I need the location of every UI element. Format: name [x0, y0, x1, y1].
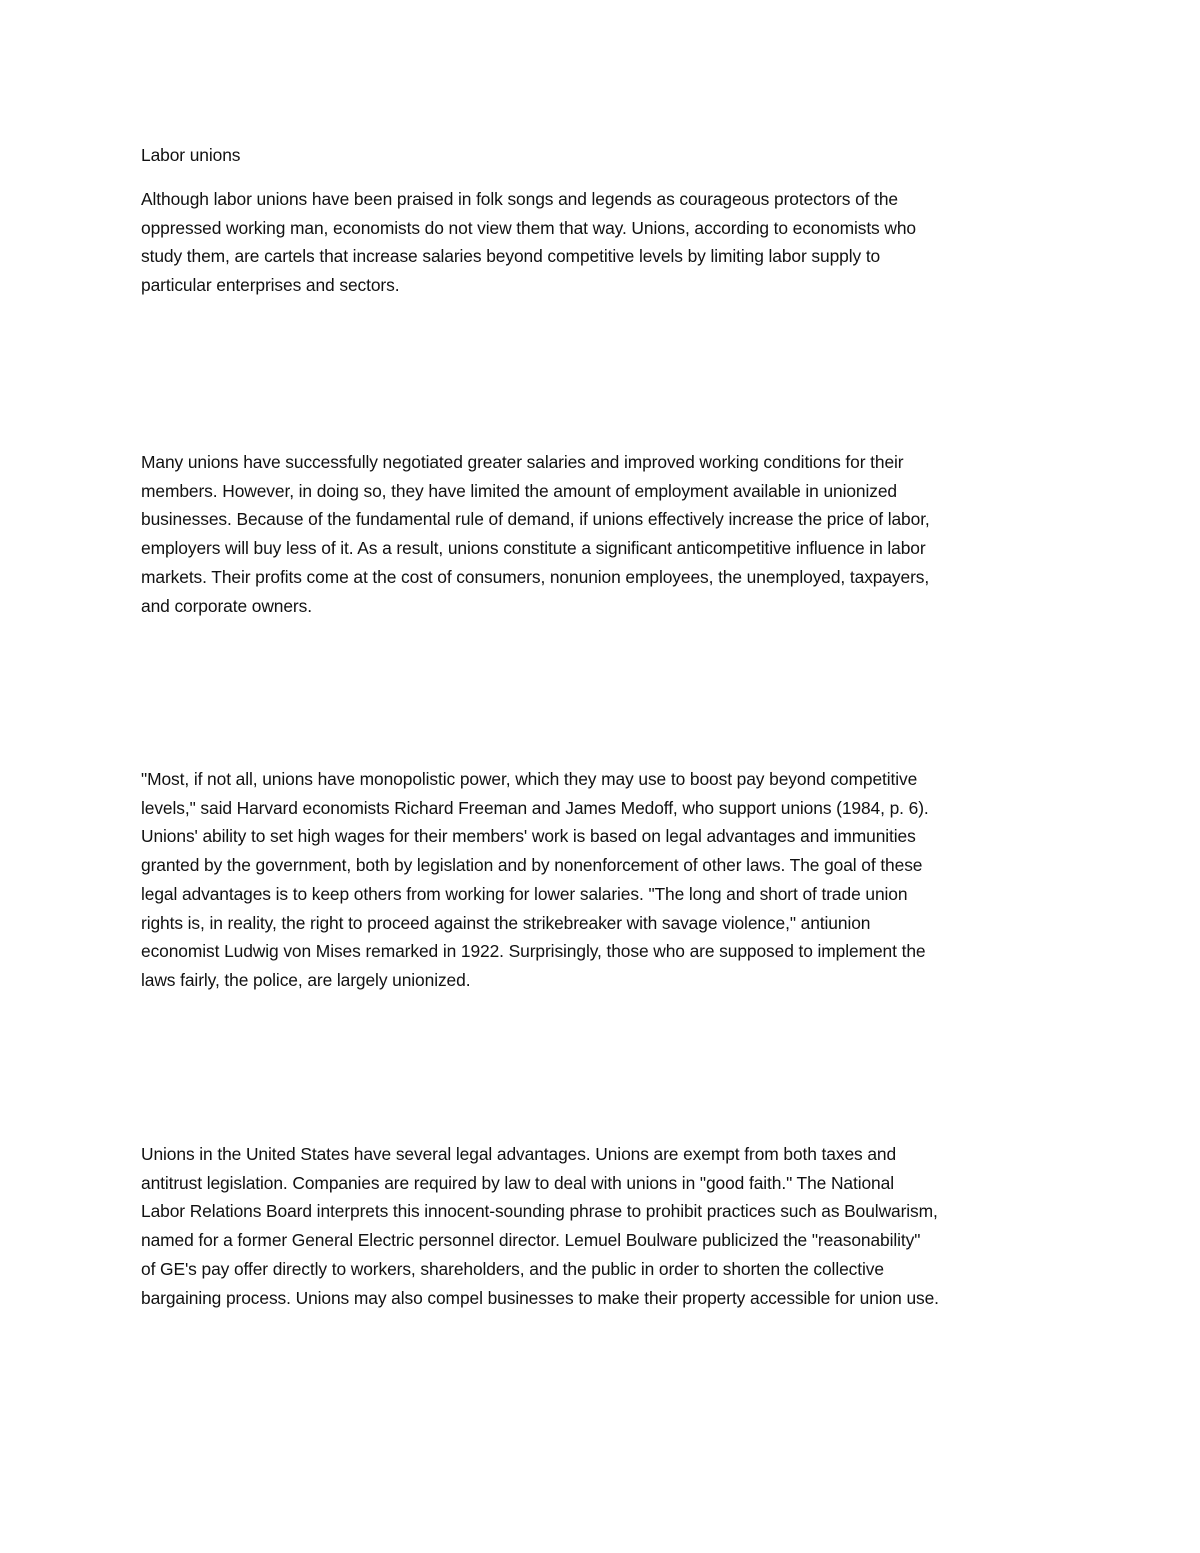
paragraph-line: particular enterprises and sectors. — [141, 275, 400, 296]
paragraph-line: markets. Their profits come at the cost of consumers, nonunion employees, the unemployed, taxpayers, — [141, 566, 930, 587]
paragraph-line: economist Ludwig von Mises remarked in 1922. Surprisingly, those who are supposed to implement the — [141, 941, 926, 962]
paragraph-line: Labor Relations Board interprets this innocent-sounding phrase to prohibit practices such as Boulwarism, — [141, 1201, 938, 1222]
paragraph-line: study them, are cartels that increase salaries beyond competitive levels by limiting labor supply to — [141, 246, 881, 267]
paragraph-line: legal advantages is to keep others from working for lower salaries. "The long and short of trade union — [141, 883, 908, 904]
paragraph-line: Unions' ability to set high wages for their members' work is based on legal advantages and immunities — [141, 826, 916, 847]
paragraph-3 — [141, 765, 1059, 995]
paragraph-line: employers will buy less of it. As a result, unions constitute a significant anticompetitive influence in labor — [141, 538, 926, 559]
paragraph-2 — [141, 448, 1059, 620]
paragraph-1 — [141, 185, 1059, 300]
document-title — [141, 141, 1059, 170]
paragraph-line: oppressed working man, economists do not view them that way. Unions, according to economists who — [141, 217, 916, 238]
paragraph-line: Although labor unions have been praised in folk songs and legends as courageous protectors of the — [141, 189, 898, 209]
paragraph-line: and corporate owners. — [141, 595, 312, 616]
paragraph-line: members. However, in doing so, they have limited the amount of employment available in unionized — [141, 480, 898, 501]
paragraph-line: "Most, if not all, unions have monopolistic power, which they may use to boost pay beyond competitive — [141, 769, 918, 789]
paragraph-line: granted by the government, both by legislation and by nonenforcement of other laws. The goal of these — [141, 855, 923, 876]
paragraph-line: Unions in the United States have several legal advantages. Unions are exempt from both taxes and — [141, 1144, 897, 1164]
paragraph-line: Many unions have successfully negotiated greater salaries and improved working conditions for their — [141, 452, 904, 472]
title-text: Labor unions — [141, 145, 241, 165]
paragraph-line: laws fairly, the police, are largely unionized. — [141, 969, 471, 990]
paragraph-line: of GE's pay offer directly to workers, shareholders, and the public in order to shorten the collective — [141, 1258, 884, 1279]
paragraph-line: antitrust legislation. Companies are required by law to deal with unions in "good faith." The National — [141, 1172, 894, 1193]
paragraph-line: named for a former General Electric personnel director. Lemuel Boulware publicized the "reasonability" — [141, 1230, 921, 1251]
paragraph-4 — [141, 1140, 1059, 1312]
paragraph-line: businesses. Because of the fundamental rule of demand, if unions effectively increase the price of labor, — [141, 509, 930, 530]
paragraph-line: levels," said Harvard economists Richard Freeman and James Medoff, who support unions (1984, p. 6). — [141, 797, 929, 818]
paragraph-line: rights is, in reality, the right to proceed against the strikebreaker with savage violence," antiunion — [141, 912, 871, 933]
paragraph-line: bargaining process. Unions may also compel businesses to make their property accessible for union use. — [141, 1287, 939, 1308]
